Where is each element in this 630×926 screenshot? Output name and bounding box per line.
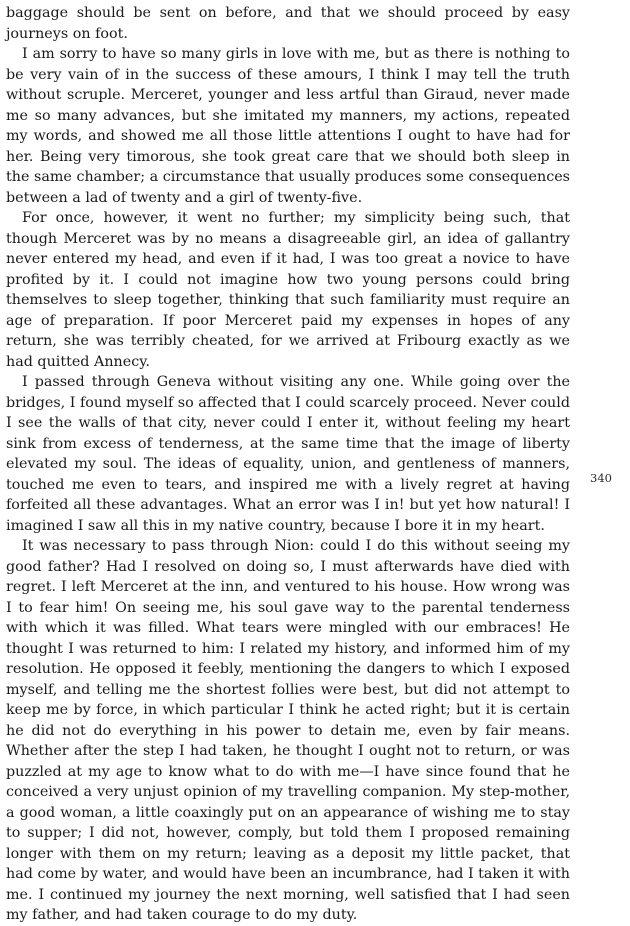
paragraph-nion: It was necessary to pass through Nion: could I do this without seeing my good father? Had I resolved on doing so, I must afterwards have died with regret. I left Merceret at the inn, and ventured to his house. How wrong was I to fear him! On seeing me, his soul gave way to the parental tenderness with which it was filled. What tears were mingled with our embraces! He thought I was returned to him: I related my history, and informed him of my resolution. He opposed it feebly, mentioning the dangers to which I exposed myself, and telling me the shortest follies were best, but did not attempt to keep me by force, in which particular I think he acted right; but it is certain he did not do everything in his power to detain me, even by fair means. Whether after the step I had taken, he thought I ought not to return, or was puzzled at my age to know what to do with me—I have since found that he conceived a very unjust opinion of my travelling companion. My step-mother, a good woman, a little coaxingly put on an appearance of wishing me to stay to supper; I did not, however, comply, but told them I proposed remaining longer with them on my return; leaving as a deposit my little packet, that had come by water, and would have been an incumbrance, had I taken it with me. I continued my journey the next morning, well satisfied that I had seen my father, and had taken courage to do my duty. — [6, 538, 570, 923]
paragraph-geneva: I passed through Geneva without visiting any one. While going over the bridges, I found myself so affected that I could scarcely proceed. Never could I see the walls of that city, never could I enter it, without feeling my heart sink from excess of tenderness, at the same time that the image of liberty elevated my soul. The ideas of equality, union, and gentleness of manners, touched me even to tears, and inspired me with a lively regret at having forfeited all these advantages. What an error was I in! but yet how natural! I imagined I saw all this in my native country, because I bore it in my heart. — [6, 374, 570, 534]
paragraph-girls-in-love: I am sorry to have so many girls in love with me, but as there is nothing to be very vain of in the success of these amours, I think I may tell the truth without scruple. Merceret, younger and less artful than Giraud, never made me so many advances, but she imitated my manners, my actions, repeated my words, and showed me all those little attentions I ought to have had for her. Being very timorous, she took great care that we should both sleep in the same chamber; a circumstance that usually produces some consequences between a lad of twenty and a girl of twenty-five. — [6, 46, 570, 206]
paragraph-continued: baggage should be sent on before, and that we should proceed by easy journeys on foot. — [6, 5, 570, 42]
page-number: 340 — [590, 471, 612, 485]
body-text — [6, 3, 570, 926]
paragraph-no-further: For once, however, it went no further; my simplicity being such, that though Merceret was by no means a disagreeable girl, an idea of gallantry never entered my head, and even if it had, I was too great a novice to have profited by it. I could not imagine how two young persons could bring themselves to sleep together, thinking that such familiarity must require an age of preparation. If poor Merceret paid my expenses in hopes of any return, she was terribly cheated, for we arrived at Fribourg exactly as we had quitted Annecy. — [6, 210, 570, 370]
